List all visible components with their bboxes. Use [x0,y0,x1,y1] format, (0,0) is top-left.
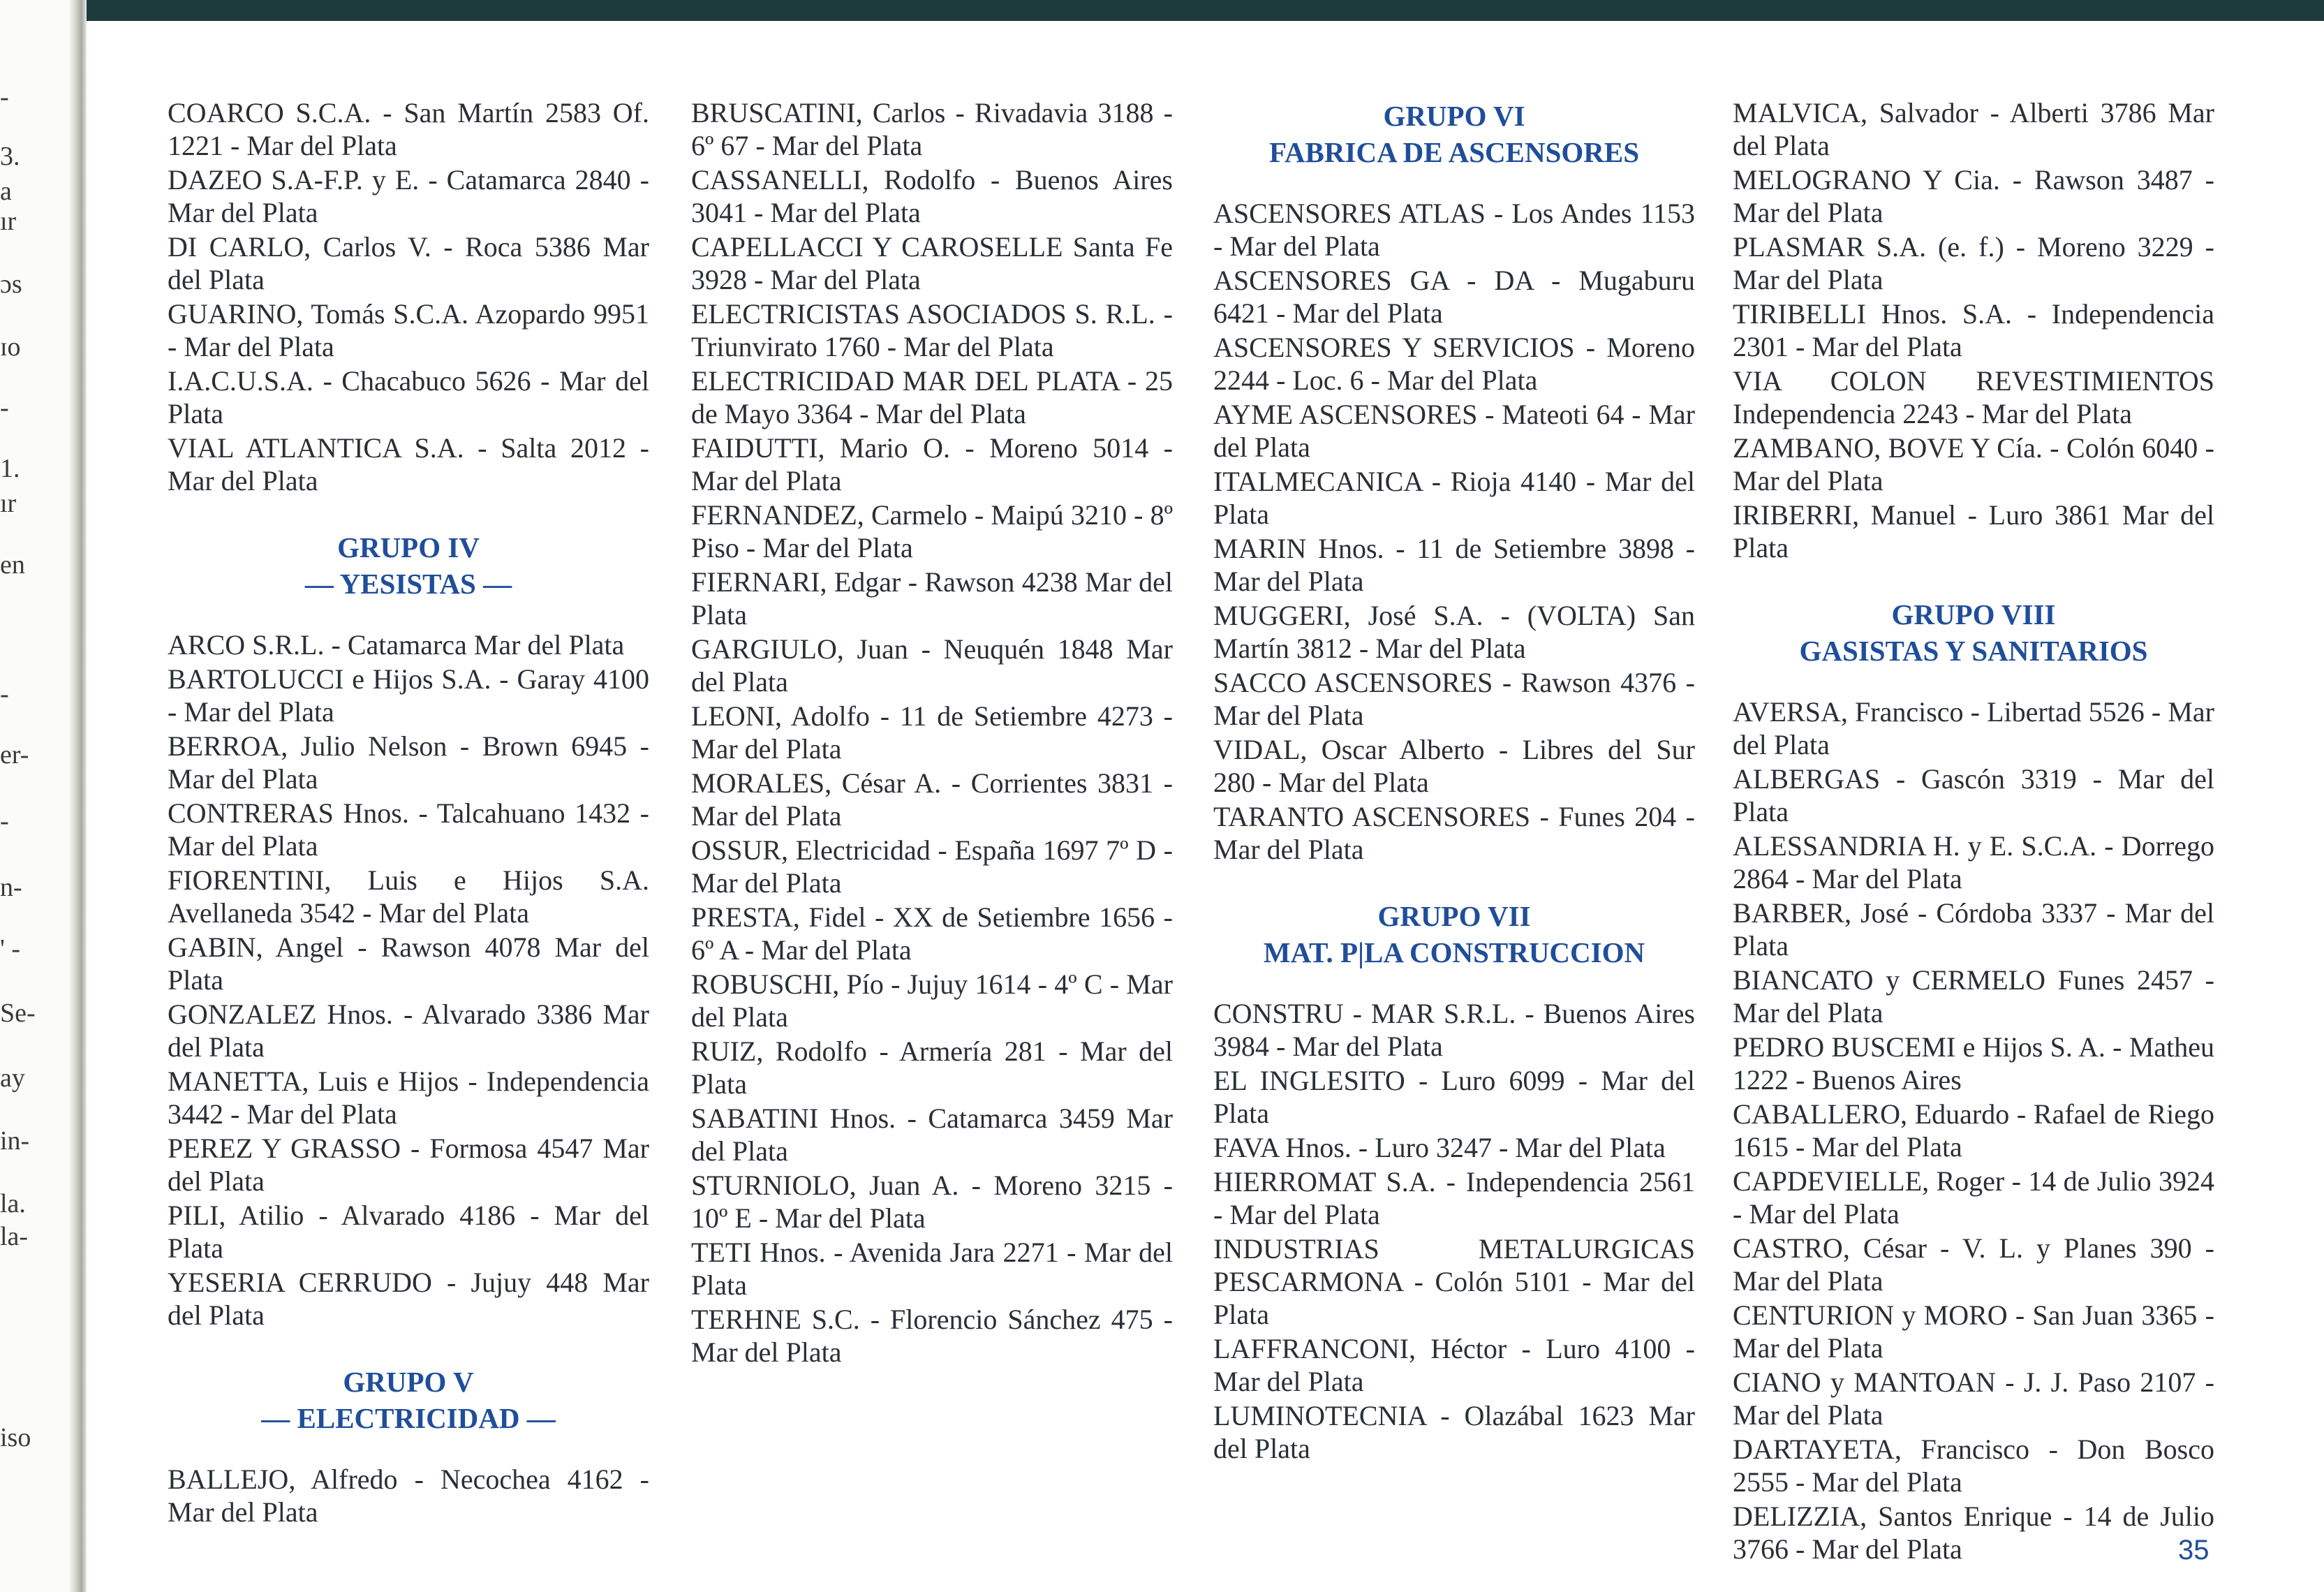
facing-page-text-fragment: in- [0,1126,30,1156]
directory-entry: CIANO y MANTOAN - J. J. Paso 2107 - Mar del Plata [1733,1366,2214,1431]
group-heading [168,1365,649,1435]
facing-page-text-fragment: la. [0,1189,26,1218]
group-heading [1733,598,2214,668]
directory-entry: ASCENSORES GA - DA - Mugaburu 6421 - Mar del Plata [1213,265,1695,329]
directory-entry: BERROA, Julio Nelson - Brown 6945 - Mar del Plata [168,730,649,795]
directory-entry: ASCENSORES ATLAS - Los Andes 1153 - Mar del Plata [1213,198,1695,262]
directory-entry: GUARINO, Tomás S.C.A. Azopardo 9951 - Mar del Plata [168,298,649,362]
column-2 [691,96,1173,1370]
directory-entry: EL INGLESITO - Luro 6099 - Mar del Plata [1213,1065,1695,1129]
group-heading [1213,899,1695,969]
facing-page-text-fragment: 3. [0,142,20,171]
directory-entry: AVERSA, Francisco - Libertad 5526 - Mar del Plata [1733,696,2214,760]
directory-entry: GARGIULO, Juan - Neuquén 1848 Mar del Plata [691,633,1173,698]
facing-page-text-fragment: ır [0,207,17,236]
facing-page-text-fragment: n- [0,873,22,902]
directory-entry: YESERIA CERRUDO - Jujuy 448 Mar del Plata [168,1267,649,1331]
group-title: GRUPO VI [1383,100,1525,132]
directory-entry: TERHNE S.C. - Florencio Sánchez 475 - Mar del Plata [691,1304,1173,1368]
directory-entry: AYME ASCENSORES - Mateoti 64 - Mar del Plata [1213,399,1695,463]
group-title: GRUPO VII [1377,900,1531,932]
facing-page-text-fragment: - [0,82,9,112]
scan-top-edge [0,0,2324,21]
directory-entry: TETI Hnos. - Avenida Jara 2271 - Mar del Plata [691,1237,1173,1301]
directory-entry: LAFFRANCONI, Héctor - Luro 4100 - Mar del Plata [1213,1333,1695,1397]
directory-entry: VIAL ATLANTICA S.A. - Salta 2012 - Mar del Plata [168,432,649,496]
directory-entry: OSSUR, Electricidad - España 1697 7º D - Mar del Plata [691,834,1173,899]
column-4 [1733,96,2214,1567]
directory-entry: GONZALEZ Hnos. - Alvarado 3386 Mar del Plata [168,998,649,1063]
column-1 [168,96,649,1530]
directory-entry: MUGGERI, José S.A. - (VOLTA) San Martín 3812 - Mar del Plata [1213,600,1695,664]
directory-entry: DELIZZIA, Santos Enrique - 14 de Julio 3766 - Mar del Plata [1733,1501,2214,1565]
facing-page-text-fragment: er- [0,740,29,769]
directory-entry: GABIN, Angel - Rawson 4078 Mar del Plata [168,931,649,996]
directory-entry: ELECTRICIDAD MAR DEL PLATA - 25 de Mayo 3364 - Mar del Plata [691,365,1173,429]
group-title: GRUPO V [343,1366,474,1398]
directory-entry: ROBUSCHI, Pío - Jujuy 1614 - 4º C - Mar del Plata [691,968,1173,1033]
directory-entry: CAPELLACCI Y CAROSELLE Santa Fe 3928 - Mar del Plata [691,231,1173,295]
directory-entry: MARIN Hnos. - 11 de Setiembre 3898 - Mar del Plata [1213,533,1695,597]
directory-entry: ASCENSORES Y SERVICIOS - Moreno 2244 - Loc. 6 - Mar del Plata [1213,332,1695,396]
directory-entry: CENTURION y MORO - San Juan 3365 - Mar del Plata [1733,1299,2214,1364]
directory-entry: SABATINI Hnos. - Catamarca 3459 Mar del Plata [691,1103,1173,1167]
directory-entry: CONSTRU - MAR S.R.L. - Buenos Aires 3984 - Mar del Plata [1213,998,1695,1062]
group-title: GRUPO IV [337,531,480,563]
directory-entry: I.A.C.U.S.A. - Chacabuco 5626 - Mar del Plata [168,365,649,429]
directory-entry: PLASMAR S.A. (e. f.) - Moreno 3229 - Mar del Plata [1733,231,2214,295]
directory-entry: TIRIBELLI Hnos. S.A. - Independencia 2301 - Mar del Plata [1733,298,2214,362]
directory-entry: DAZEO S.A-F.P. y E. - Catamarca 2840 - Mar del Plata [168,164,649,228]
group-subtitle: — ELECTRICIDAD — [261,1402,556,1434]
directory-entry: DI CARLO, Carlos V. - Roca 5386 Mar del Plata [168,231,649,295]
directory-entry: STURNIOLO, Juan A. - Moreno 3215 - 10º E - Mar del Plata [691,1170,1173,1234]
group-heading [168,531,649,600]
facing-page-text-fragment: Se- [0,998,36,1028]
directory-entry: BALLEJO, Alfredo - Necochea 4162 - Mar del Plata [168,1464,649,1528]
directory-entry: PEREZ Y GRASSO - Formosa 4547 Mar del Plata [168,1133,649,1197]
directory-entry: FAVA Hnos. - Luro 3247 - Mar del Plata [1213,1132,1666,1163]
group-heading [1213,99,1695,169]
directory-entry: ZAMBANO, BOVE Y Cía. - Colón 6040 - Mar del Plata [1733,432,2214,496]
facing-page-text-fragment: ay [0,1063,25,1093]
facing-page-text-fragment: ɔs [0,270,22,299]
directory-entry: ALESSANDRIA H. y E. S.C.A. - Dorrego 2864 - Mar del Plata [1733,830,2214,894]
directory-entry: PILI, Atilio - Alvarado 4186 - Mar del Plata [168,1200,649,1264]
directory-entry: DARTAYETA, Francisco - Don Bosco 2555 - Mar del Plata [1733,1433,2214,1498]
directory-entry: MANETTA, Luis e Hijos - Independencia 3442 - Mar del Plata [168,1066,649,1130]
facing-page-text-fragment: ɪo [0,332,21,362]
directory-entry: VIA COLON REVESTIMIENTOS Independencia 2243 - Mar del Plata [1733,365,2214,429]
directory-entry: IRIBERRI, Manuel - Luro 3861 Mar del Plata [1733,499,2214,563]
directory-entry: CASTRO, César - V. L. y Planes 390 - Mar del Plata [1733,1232,2214,1297]
directory-entry: MORALES, César A. - Corrientes 3831 - Mar del Plata [691,767,1173,832]
directory-entry: LEONI, Adolfo - 11 de Setiembre 4273 - Mar del Plata [691,700,1173,765]
facing-page-text-fragment: a [0,177,12,206]
group-subtitle: GASISTAS Y SANITARIOS [1799,635,2148,667]
directory-entry: ARCO S.R.L. - Catamarca Mar del Plata [168,629,625,661]
facing-page-text-fragment: ' - [0,934,21,964]
directory-entry: CAPDEVIELLE, Roger - 14 de Julio 3924 - Mar del Plata [1733,1165,2214,1230]
directory-entry: RUIZ, Rodolfo - Armería 281 - Mar del Plata [691,1035,1173,1100]
directory-entry: PRESTA, Fidel - XX de Setiembre 1656 - 6º A - Mar del Plata [691,901,1173,966]
directory-entry: ITALMECANICA - Rioja 4140 - Mar del Plata [1213,466,1695,530]
directory-entry: CASSANELLI, Rodolfo - Buenos Aires 3041 - Mar del Plata [691,164,1173,228]
book-gutter [70,0,87,1592]
directory-entry: FAIDUTTI, Mario O. - Moreno 5014 - Mar del Plata [691,432,1173,496]
facing-page-text-fragment: - [0,806,9,836]
group-subtitle: MAT. P|LA CONSTRUCCION [1263,936,1645,968]
directory-entry: TARANTO ASCENSORES - Funes 204 - Mar del Plata [1213,801,1695,865]
directory-entry: COARCO S.C.A. - San Martín 2583 Of. 1221 - Mar del Plata [168,97,649,161]
facing-page-text-fragment: en [0,550,25,580]
group-subtitle: FABRICA DE ASCENSORES [1268,136,1640,168]
directory-entry: HIERROMAT S.A. - Independencia 2561 - Mar del Plata [1213,1166,1695,1230]
directory-entry: FERNANDEZ, Carmelo - Maipú 3210 - 8º Piso - Mar del Plata [691,499,1173,563]
facing-page-edge [0,0,78,1592]
directory-entry: FIORENTINI, Luis e Hijos S.A. Avellaneda 3542 - Mar del Plata [168,864,649,929]
facing-page-text-fragment: - [0,393,9,422]
directory-entry: BARTOLUCCI e Hijos S.A. - Garay 4100 - Mar del Plata [168,663,649,728]
group-subtitle: — YESISTAS — [304,568,512,600]
directory-entry: LUMINOTECNIA - Olazábal 1623 Mar del Plata [1213,1400,1695,1464]
facing-page-text-fragment: la- [0,1222,29,1251]
directory-entry: FIERNARI, Edgar - Rawson 4238 Mar del Plata [691,566,1173,631]
directory-entry: BARBER, José - Córdoba 3337 - Mar del Plata [1733,897,2214,961]
facing-page-text-fragment: ır [0,489,17,518]
group-title: GRUPO VIII [1891,598,2056,631]
directory-entry: INDUSTRIAS METALURGICAS PESCARMONA - Colón 5101 - Mar del Plata [1213,1233,1695,1330]
facing-page-text-fragment: - [0,679,9,709]
directory-entry: CONTRERAS Hnos. - Talcahuano 1432 - Mar del Plata [168,797,649,862]
page-number: 35 [2178,1535,2210,1565]
directory-entry: VIDAL, Oscar Alberto - Libres del Sur 280 - Mar del Plata [1213,734,1695,798]
facing-page-text-fragment: iso [0,1423,31,1452]
directory-entry: ALBERGAS - Gascón 3319 - Mar del Plata [1733,763,2214,827]
directory-entry: SACCO ASCENSORES - Rawson 4376 - Mar del Plata [1213,667,1695,731]
directory-entry: BIANCATO y CERMELO Funes 2457 - Mar del Plata [1733,964,2214,1029]
facing-page-text-fragment: 1. [0,454,20,483]
directory-entry: MELOGRANO Y Cia. - Rawson 3487 - Mar del Plata [1733,164,2214,228]
directory-entry: BRUSCATINI, Carlos - Rivadavia 3188 - 6º 67 - Mar del Plata [691,97,1173,161]
directory-entry: ELECTRICISTAS ASOCIADOS S. R.L. - Triunvirato 1760 - Mar del Plata [691,298,1173,362]
directory-entry: MALVICA, Salvador - Alberti 3786 Mar del Plata [1733,97,2214,161]
column-3 [1213,96,1695,1466]
directory-entry: CABALLERO, Eduardo - Rafael de Riego 1615 - Mar del Plata [1733,1098,2214,1163]
directory-entry: PEDRO BUSCEMI e Hijos S. A. - Matheu 1222 - Buenos Aires [1733,1031,2214,1096]
